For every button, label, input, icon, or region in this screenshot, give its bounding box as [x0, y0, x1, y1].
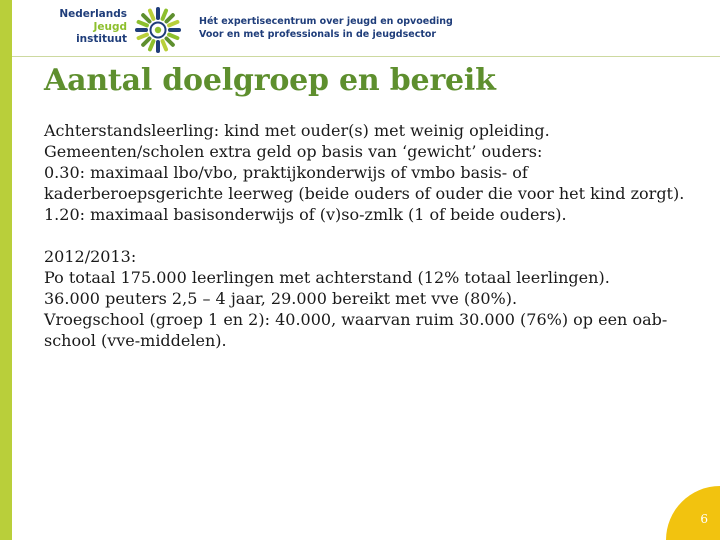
tagline-line-1: Hét expertisecentrum over jeugd en opvoeding [199, 16, 453, 27]
paragraph-vroegschool: Vroegschool (groep 1 en 2): 40.000, waarvan ruim 30.000 (76%) op een oab-school (vve-middelen). [44, 310, 668, 350]
paragraph-weight-120: 1.20: maximaal basisonderwijs of (v)so-zmlk (1 of beide ouders). [44, 205, 567, 224]
logo-petal [156, 40, 160, 53]
paragraph-school-year: 2012/2013: [44, 247, 137, 266]
paragraph-peuters: 36.000 peuters 2,5 – 4 jaar, 29.000 bereikt met vve (80%). [44, 289, 518, 308]
left-accent-bar [0, 0, 12, 540]
paragraph-definition: Achterstandsleerling: kind met ouder(s) met weinig opleiding. [44, 121, 550, 140]
paragraph-po-total: Po totaal 175.000 leerlingen met achterstand (12% totaal leerlingen). [44, 268, 610, 287]
paragraph-weighting: Gemeenten/scholen extra geld op basis van ‘gewicht’ ouders: [44, 142, 543, 161]
logo-petal [156, 7, 160, 20]
header-tagline [199, 16, 453, 41]
nji-logo-icon [132, 4, 184, 56]
paragraph-spacer [44, 225, 694, 246]
page-number-badge [666, 486, 720, 540]
logo-petal [135, 28, 148, 32]
slide-body [44, 120, 694, 351]
logo-line-1: Nederlands [59, 8, 127, 20]
slide-title: Aantal doelgroep en bereik [44, 63, 496, 98]
logo-line-2: Jeugd [93, 20, 127, 33]
page-number: 6 [700, 512, 708, 526]
paragraph-weight-030: 0.30: maximaal lbo/vbo, praktijkonderwijs of vmbo basis- of kaderberoepsgerichte leerweg (beide ouders of ouder die voor het kind zorgt). [44, 163, 685, 203]
logo-petal [168, 28, 181, 32]
logo-line-3: instituut [76, 33, 127, 45]
header-divider [12, 56, 720, 57]
logo-wordmark [55, 8, 127, 46]
tagline-line-2: Voor en met professionals in de jeugdsector [199, 28, 437, 40]
